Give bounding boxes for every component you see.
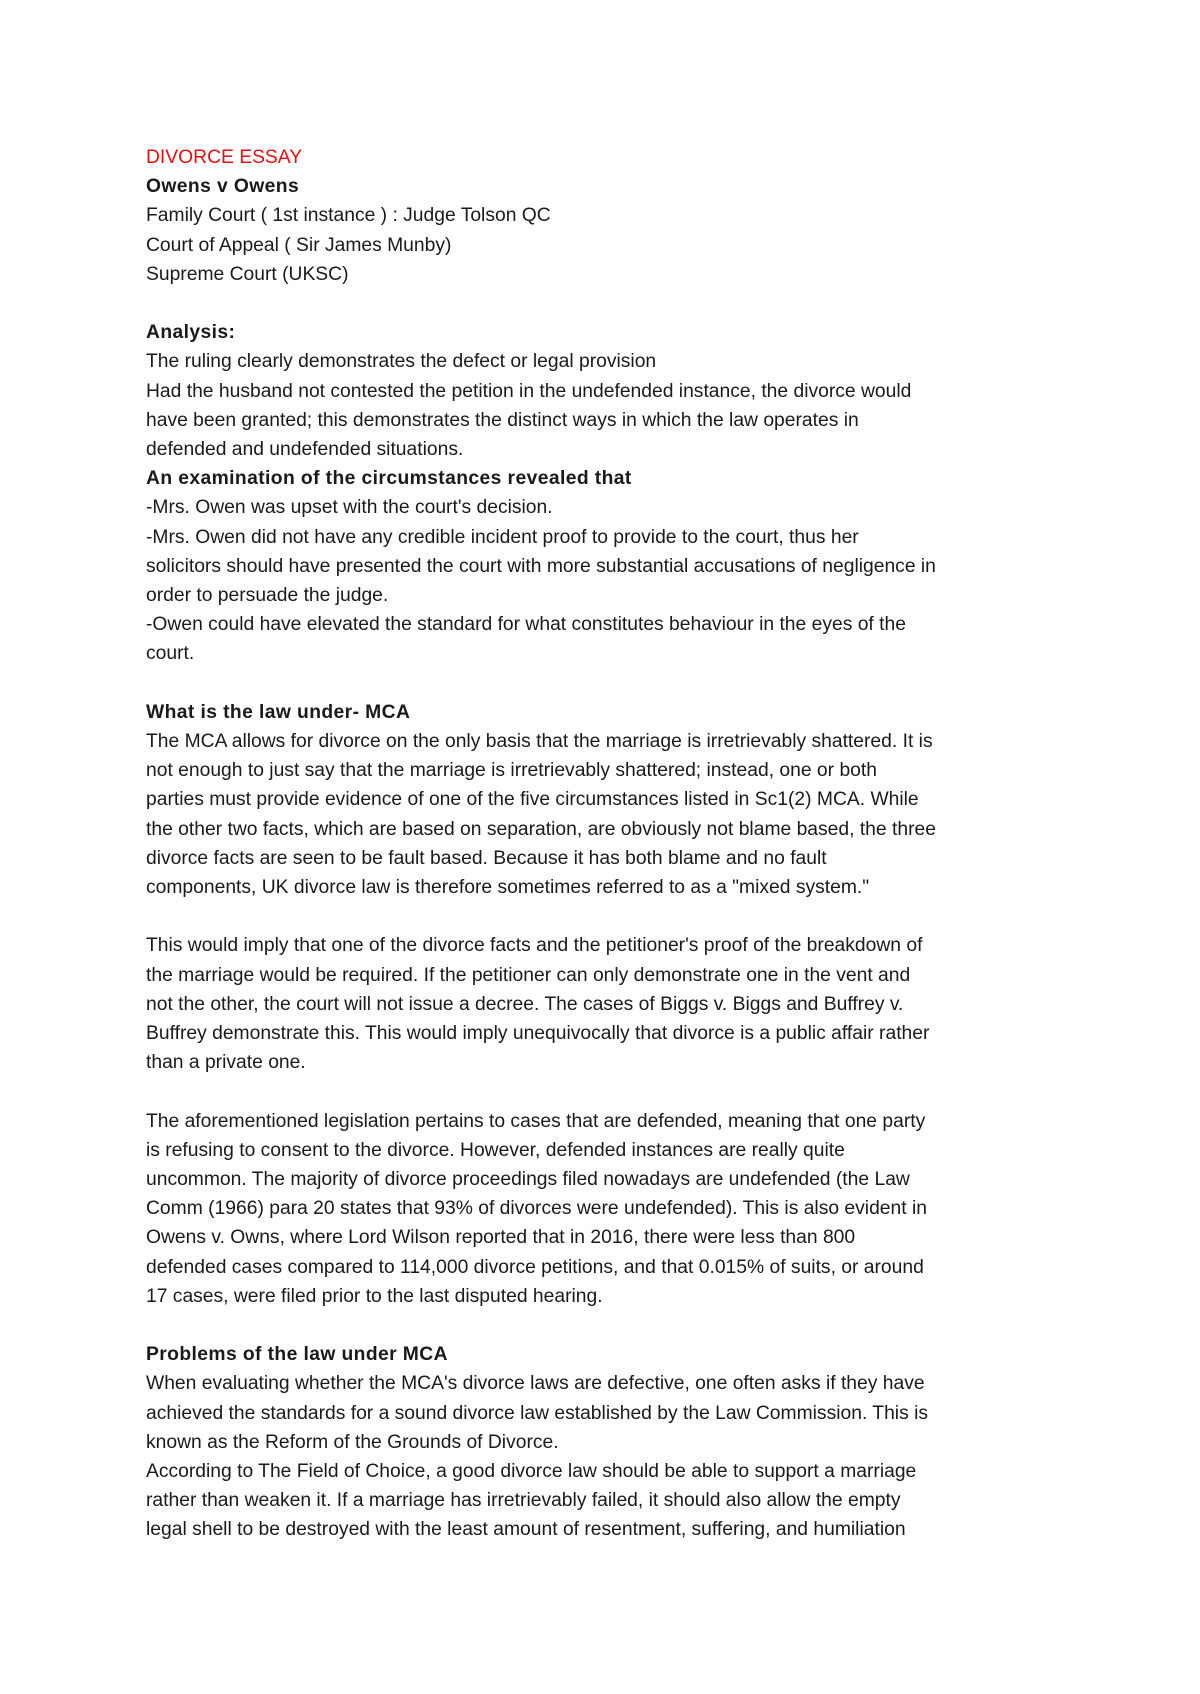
- text-line: The ruling clearly demonstrates the defect or legal provision: [146, 351, 657, 373]
- text-line: the marriage would be required. If the petitioner can only demonstrate one in the vent and: [146, 964, 911, 986]
- text-line: rather than weaken it. If a marriage has irretrievably failed, it should also allow the empty: [146, 1490, 901, 1512]
- problems-paragraph: [146, 1369, 1076, 1544]
- text-line: The MCA allows for divorce on the only basis that the marriage is irretrievably shattered. It is: [146, 731, 933, 753]
- spacer: [146, 1077, 1076, 1106]
- law-paragraph-2: [146, 931, 1076, 1077]
- court-line: Supreme Court (UKSC): [146, 263, 349, 285]
- text-line: components, UK divorce law is therefore sometimes referred to as a "mixed system.": [146, 877, 870, 899]
- text-line: defended and undefended situations.: [146, 439, 464, 461]
- court-list: [146, 201, 1076, 289]
- text-line: than a private one.: [146, 1052, 306, 1074]
- text-line: defended cases compared to 114,000 divorce petitions, and that 0.015% of suits, or around: [146, 1256, 924, 1278]
- text-line: is refusing to consent to the divorce. However, defended instances are really quite: [146, 1139, 845, 1161]
- text-line: order to persuade the judge.: [146, 585, 389, 607]
- text-line: the other two facts, which are based on separation, are obviously not blame based, the three: [146, 818, 936, 840]
- spacer: [146, 289, 1076, 318]
- analysis-paragraph: [146, 347, 1076, 464]
- court-line: Court of Appeal ( Sir James Munby): [146, 234, 452, 256]
- law-heading: What is the law under- MCA: [146, 701, 411, 723]
- examination-heading: An examination of the circumstances revealed that: [146, 468, 632, 490]
- text-line: uncommon. The majority of divorce proceedings filed nowadays are undefended (the Law: [146, 1169, 910, 1191]
- text-line: Owens v. Owns, where Lord Wilson reported that in 2016, there were less than 800: [146, 1227, 856, 1249]
- spacer: [146, 1311, 1076, 1340]
- spacer: [146, 669, 1076, 698]
- text-line: parties must provide evidence of one of the five circumstances listed in Sc1(2) MCA. While: [146, 789, 919, 811]
- text-line: This would imply that one of the divorce facts and the petitioner's proof of the breakdown of: [146, 935, 923, 957]
- law-paragraph-3: [146, 1107, 1076, 1311]
- text-line: court.: [146, 643, 195, 665]
- text-line: According to The Field of Choice, a good divorce law should be able to support a marriage: [146, 1461, 917, 1483]
- text-line: have been granted; this demonstrates the distinct ways in which the law operates in: [146, 409, 859, 431]
- case-heading: Owens v Owens: [146, 176, 300, 198]
- text-line: achieved the standards for a sound divorce law established by the Law Commission. This is: [146, 1402, 929, 1424]
- text-line: Had the husband not contested the petition in the undefended instance, the divorce would: [146, 380, 912, 402]
- court-line: Family Court ( 1st instance ) : Judge Tolson QC: [146, 205, 551, 227]
- problems-heading: Problems of the law under MCA: [146, 1344, 448, 1366]
- spacer: [146, 902, 1076, 931]
- examination-list: [146, 493, 1076, 668]
- text-line: -Owen could have elevated the standard for what constitutes behaviour in the eyes of the: [146, 614, 906, 636]
- text-line: solicitors should have presented the court with more substantial accusations of negligence in: [146, 555, 936, 577]
- text-line: The aforementioned legislation pertains to cases that are defended, meaning that one party: [146, 1110, 926, 1132]
- text-line: not enough to just say that the marriage is irretrievably shattered; instead, one or both: [146, 760, 877, 782]
- text-line: Comm (1966) para 20 states that 93% of divorces were undefended). This is also evident in: [146, 1198, 927, 1220]
- text-line: -Mrs. Owen did not have any credible incident proof to provide to the court, thus her: [146, 526, 859, 548]
- document-title: DIVORCE ESSAY: [146, 147, 303, 168]
- text-line: -Mrs. Owen was upset with the court's decision.: [146, 497, 553, 519]
- analysis-heading: Analysis:: [146, 322, 236, 344]
- text-line: known as the Reform of the Grounds of Divorce.: [146, 1431, 559, 1453]
- text-line: When evaluating whether the MCA's divorce laws are defective, one often asks if they have: [146, 1373, 925, 1395]
- text-line: divorce facts are seen to be fault based. Because it has both blame and no fault: [146, 847, 827, 869]
- text-line: not the other, the court will not issue a decree. The cases of Biggs v. Biggs and Buffrey v.: [146, 993, 904, 1015]
- text-line: Buffrey demonstrate this. This would imply unequivocally that divorce is a public affair rather: [146, 1023, 930, 1045]
- document-page: [146, 143, 1076, 1545]
- law-paragraph-1: [146, 727, 1076, 902]
- text-line: 17 cases, were filed prior to the last disputed hearing.: [146, 1285, 603, 1307]
- text-line: legal shell to be destroyed with the least amount of resentment, suffering, and humiliation: [146, 1519, 906, 1541]
